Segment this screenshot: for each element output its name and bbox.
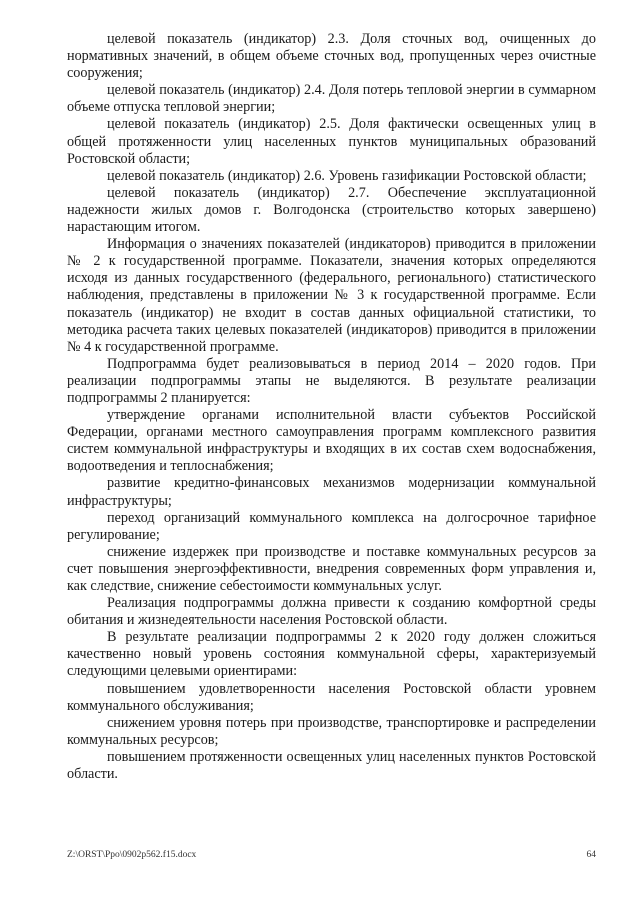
paragraph: целевой показатель (индикатор) 2.5. Доля фактически освещенных улиц в общей протяженности улиц населенных пунктов муниципальных образований Ростовской области; [67,116,596,167]
footer-page-number: 64 [586,850,596,860]
paragraph: повышением удовлетворенности населения Ростовской области уровнем коммунального обслуживания; [67,680,596,714]
paragraph: целевой показатель (индикатор) 2.6. Уровень газификации Ростовской области; [107,167,587,184]
paragraph: Информация о значениях показателей (индикаторов) приводится в приложении № 2 к государственной программе. Показатели, значения которых определяются исходя из данных государственного (федерального, регионального) статистического наблюдения, представлены в приложении № 3 к государственной программе. Если показатель (индикатор) не входит в состав данных официальной статистики, то методика расчета таких целевых показателей (индикаторов) приводится в приложении № 4 к государственной программе. [67,236,596,355]
paragraph: Реализация подпрограммы должна привести к созданию комфортной среды обитания и жизнедеятельности населения Ростовской области. [67,595,596,629]
footer-file-path: Z:\ORST\Ppo\0902p562.f15.docx [67,850,197,860]
paragraph: целевой показатель (индикатор) 2.3. Доля сточных вод, очищенных до нормативных значений, в общем объеме сточных вод, пропущенных через очистные сооружения; [67,31,596,82]
paragraph: целевой показатель (индикатор) 2.7. Обеспечение эксплуатационной надежности жилых домов г. Волгодонска (строительство которых завершено) нарастающим итогом. [67,184,596,236]
paragraph: повышением протяженности освещенных улиц населенных пунктов Ростовской области. [67,748,596,783]
paragraph: снижением уровня потерь при производстве, транспортировке и распределении коммунальных ресурсов; [67,714,596,748]
paragraph: переход организаций коммунального комплекса на долгосрочное тарифное регулирование; [67,509,596,543]
paragraph: утверждение органами исполнительной власти субъектов Российской Федерации, органами местного самоуправления программ комплексного развития систем коммунальной инфраструктуры и входящих в их состав схем водоснабжения, водоотведения и теплоснабжения; [67,407,596,475]
paragraph: Подпрограмма будет реализовываться в период 2014 – 2020 годов. При реализации подпрограммы этапы не выделяются. В результате реализации подпрограммы 2 планируется: [67,355,596,406]
paragraph: развитие кредитно-финансовых механизмов модернизации коммунальной инфраструктуры; [67,475,596,509]
paragraph: В результате реализации подпрограммы 2 к 2020 году должен сложиться качественно новый уровень состояния коммунальной сферы, характеризуемый следующими целевыми ориентирами: [67,629,596,680]
document-body [67,31,596,783]
paragraph: снижение издержек при производстве и поставке коммунальных ресурсов за счет повышения энергоэффективности, внедрения современных форм управления и, как следствие, снижение себестоимости коммунальных услуг. [67,543,596,594]
paragraph: целевой показатель (индикатор) 2.4. Доля потерь тепловой энергии в суммарном объеме отпуска тепловой энергии; [67,82,596,116]
